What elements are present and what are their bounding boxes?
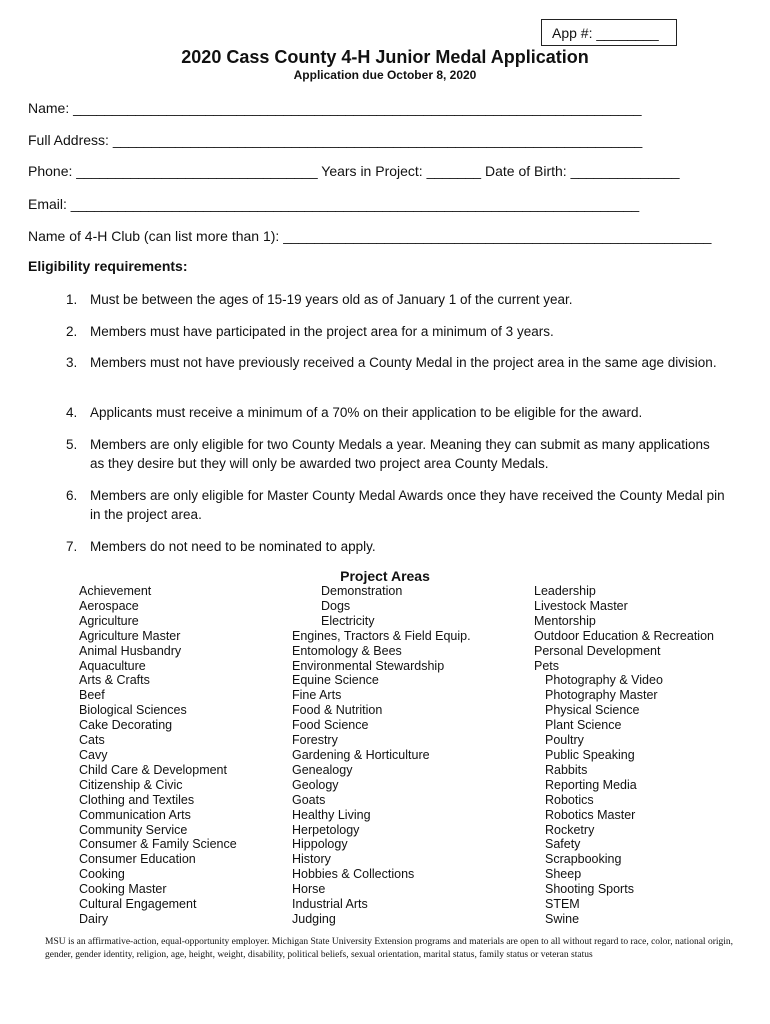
- project-area-item: Consumer Education: [79, 852, 196, 867]
- project-area-item: Food Science: [292, 718, 369, 733]
- project-areas-title: Project Areas: [340, 568, 430, 584]
- requirement-item: [66, 435, 726, 473]
- due-date: Application due October 8, 2020: [293, 68, 477, 82]
- project-area-item: Rocketry: [545, 822, 595, 837]
- project-area-item: Biological Sciences: [79, 703, 187, 718]
- project-area-item: Communication Arts: [79, 807, 191, 822]
- project-areas-column-1: [79, 584, 237, 927]
- project-area-item: Agriculture: [79, 613, 139, 628]
- project-area-item: Arts & Crafts: [79, 673, 150, 688]
- project-area-item: Livestock Master: [534, 598, 628, 613]
- club-field[interactable]: Name of 4-H Club (can list more than 1): _______________________________________________________: [28, 228, 712, 244]
- project-area-item: Robotics: [545, 792, 594, 807]
- eligibility-heading: Eligibility requirements:: [28, 258, 188, 274]
- project-area-item: Electricity: [321, 613, 375, 628]
- project-area-item: Mentorship: [534, 613, 596, 628]
- project-area-item: Entomology & Bees: [292, 643, 402, 658]
- project-area-item: Cooking: [79, 867, 125, 882]
- phone-field[interactable]: Phone: _______________________________ Years in Project: _______ Date of Birth: ______________: [28, 163, 680, 179]
- project-area-item: Cavy: [79, 747, 108, 762]
- address-field[interactable]: Full Address: ____________________________________________________________________: [28, 132, 643, 148]
- project-area-item: Engines, Tractors & Field Equip.: [292, 628, 471, 643]
- project-area-item: Environmental Stewardship: [292, 658, 445, 673]
- project-area-item: Robotics Master: [545, 807, 636, 822]
- project-areas-column-2: [292, 584, 471, 927]
- project-area-item: Demonstration: [321, 584, 403, 598]
- requirement-item: [66, 403, 726, 422]
- project-area-item: Hippology: [292, 837, 348, 852]
- project-area-item: Leadership: [534, 584, 596, 598]
- project-area-item: Gardening & Horticulture: [292, 747, 430, 762]
- project-area-item: Equine Science: [292, 673, 379, 688]
- requirement-text: Members are only eligible for two County Medals a year. Meaning they can submit as many applications as they desire but they will only be awarded two project area County Medals.: [90, 437, 710, 471]
- project-area-item: STEM: [545, 897, 580, 912]
- requirement-number: 4.: [66, 405, 78, 420]
- project-area-item: Dairy: [79, 911, 109, 926]
- project-area-item: Citizenship & Civic: [79, 777, 183, 792]
- project-area-item: Child Care & Development: [79, 762, 227, 777]
- requirement-text: Must be between the ages of 15-19 years old as of January 1 of the current year.: [90, 292, 573, 307]
- project-area-item: Food & Nutrition: [292, 703, 383, 718]
- project-area-item: Physical Science: [545, 703, 640, 718]
- requirement-item: [66, 290, 726, 309]
- project-area-item: Goats: [292, 792, 326, 807]
- project-area-item: Poultry: [545, 733, 584, 748]
- project-area-item: Genealogy: [292, 762, 353, 777]
- project-areas-column-3: [534, 584, 714, 927]
- project-area-item: Photography & Video: [545, 673, 663, 688]
- project-area-item: Cats: [79, 733, 105, 748]
- project-area-item: Healthy Living: [292, 807, 371, 822]
- project-area-item: Industrial Arts: [292, 897, 368, 912]
- requirement-item: [66, 322, 726, 341]
- page-title: 2020 Cass County 4-H Junior Medal Application: [181, 47, 589, 67]
- project-area-item: Cultural Engagement: [79, 897, 197, 912]
- requirement-text: Members are only eligible for Master County Medal Awards once they have received the County Medal pin in the project area.: [90, 488, 725, 522]
- project-area-item: Forestry: [292, 733, 338, 748]
- project-area-item: Agriculture Master: [79, 628, 181, 643]
- project-area-item: Photography Master: [545, 688, 658, 703]
- project-area-item: Swine: [545, 911, 580, 926]
- project-area-item: Herpetology: [292, 822, 360, 837]
- project-area-item: Geology: [292, 777, 339, 792]
- project-area-item: Community Service: [79, 822, 188, 837]
- project-area-item: Outdoor Education & Recreation: [534, 628, 714, 643]
- project-area-item: Achievement: [79, 584, 152, 598]
- requirement-item: [66, 353, 726, 372]
- project-area-item: Hobbies & Collections: [292, 867, 415, 882]
- app-number-box[interactable]: App #: ________: [541, 19, 677, 46]
- requirement-number: 6.: [66, 488, 78, 503]
- project-area-item: Safety: [545, 837, 581, 852]
- requirement-text: Members must not have previously received a County Medal in the project area in the same age division.: [90, 355, 717, 370]
- project-area-item: Dogs: [321, 598, 351, 613]
- project-area-item: Scrapbooking: [545, 852, 622, 867]
- project-area-item: Beef: [79, 688, 105, 703]
- project-area-item: Sheep: [545, 867, 582, 882]
- project-area-item: Shooting Sports: [545, 882, 634, 897]
- requirement-text: Members do not need to be nominated to apply.: [90, 539, 376, 554]
- project-area-item: Animal Husbandry: [79, 643, 182, 658]
- requirement-item: [66, 537, 726, 556]
- requirement-number: 7.: [66, 539, 78, 554]
- project-area-item: Public Speaking: [545, 747, 635, 762]
- project-area-item: Pets: [534, 658, 560, 673]
- project-area-item: Judging: [292, 911, 336, 926]
- project-area-item: Plant Science: [545, 718, 622, 733]
- requirement-number: 5.: [66, 437, 78, 452]
- project-area-item: Personal Development: [534, 643, 661, 658]
- project-area-item: Clothing and Textiles: [79, 792, 195, 807]
- requirement-number: 3.: [66, 355, 78, 370]
- project-area-item: History: [292, 852, 331, 867]
- project-area-item: Reporting Media: [545, 777, 637, 792]
- project-area-item: Aquaculture: [79, 658, 146, 673]
- project-area-item: Aerospace: [79, 598, 139, 613]
- email-field[interactable]: Email: _________________________________________________________________________: [28, 196, 640, 212]
- name-field[interactable]: Name: _________________________________________________________________________: [28, 100, 642, 116]
- requirement-number: 1.: [66, 292, 78, 307]
- footer-disclaimer: MSU is an affirmative-action, equal-opportunity employer. Michigan State University Extension programs and materials are open to all without regard to race, color, national origin, gender, gender identity, religion, age, height, weight, disability, political beliefs, sexual orientation, marital status, family status or veteran status: [45, 937, 734, 960]
- project-area-item: Rabbits: [545, 762, 588, 777]
- project-area-item: Fine Arts: [292, 688, 342, 703]
- requirement-text: Members must have participated in the project area for a minimum of 3 years.: [90, 324, 554, 339]
- project-area-item: Cooking Master: [79, 882, 167, 897]
- requirement-text: Applicants must receive a minimum of a 70% on their application to be eligible for the award.: [90, 405, 643, 420]
- project-area-item: Cake Decorating: [79, 718, 173, 733]
- project-area-item: Consumer & Family Science: [79, 837, 237, 852]
- project-area-item: Horse: [292, 882, 326, 897]
- requirement-item: [66, 486, 726, 524]
- requirement-number: 2.: [66, 324, 78, 339]
